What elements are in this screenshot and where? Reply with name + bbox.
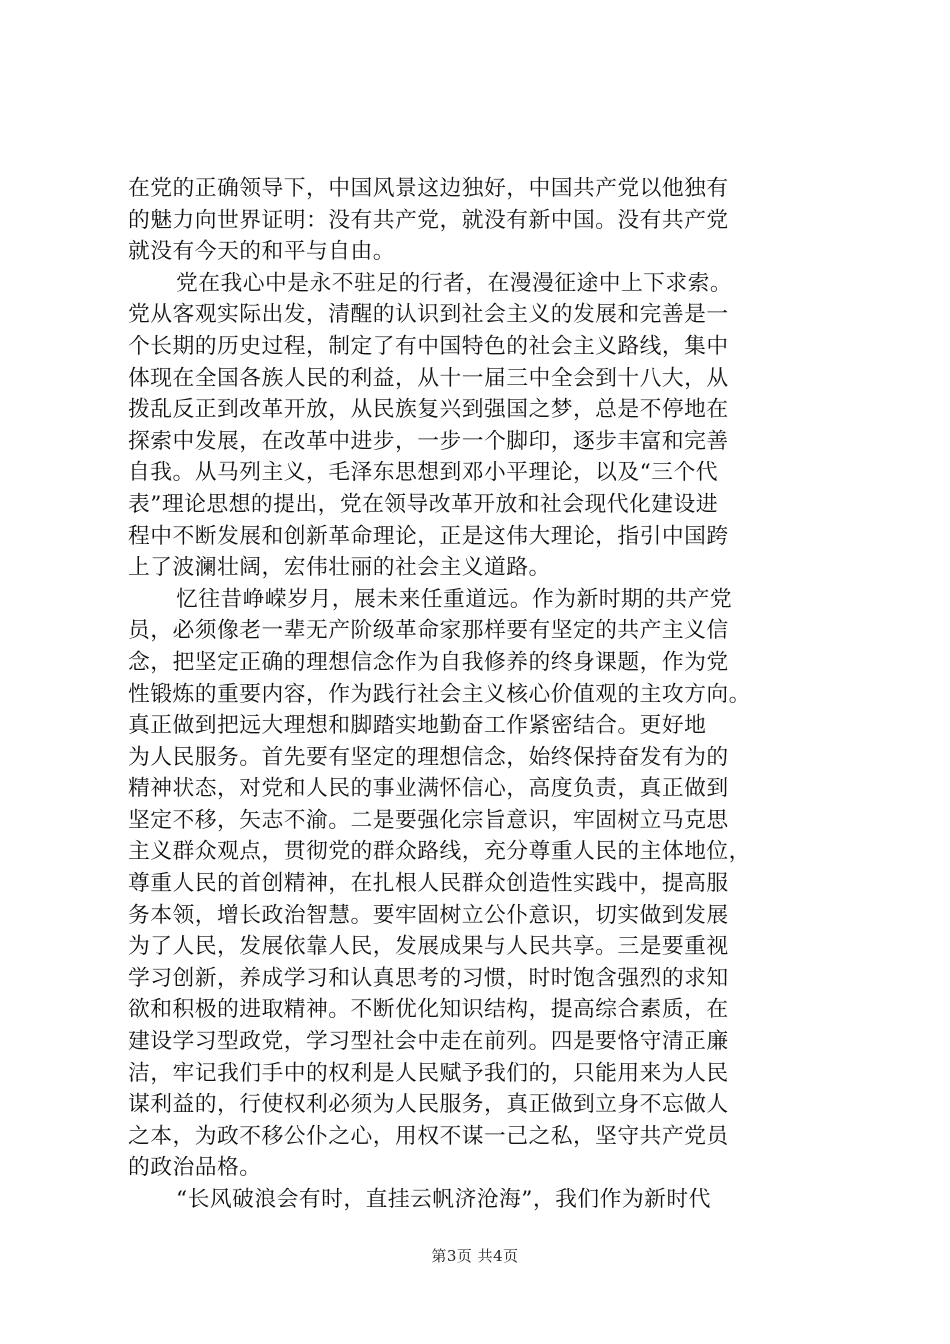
text-line: 真正做到把远大理想和脚踏实地勤奋工作紧密结合。更好地 <box>128 713 707 739</box>
text-line: 党在我心中是永不驻足的行者，在漫漫征途中上下求索。 <box>176 270 733 296</box>
text-line: 学习创新，养成学习和认真思考的习惯，时时饱含强烈的求知 <box>128 965 729 991</box>
text-line: 上了波澜壮阔，宏伟壮丽的社会主义道路。 <box>128 555 551 581</box>
text-line: 探索中发展，在改革中进步，一步一个脚印，逐步丰富和完善 <box>128 428 729 454</box>
text-line: “长风破浪会有时，直挂云帆济沧海”，我们作为新时代 <box>176 1187 711 1212</box>
text-line: 念，把坚定正确的理想信念作为自我修养的终身课题，作为党 <box>128 649 729 675</box>
text-line: 建设学习型政党，学习型社会中走在前列。四是要恪守清正廉 <box>128 1029 729 1055</box>
text-line: 拨乱反正到改革开放，从民族复兴到强国之梦，总是不停地在 <box>128 397 729 423</box>
text-line: 党从客观实际出发，清醒的认识到社会主义的发展和完善是一 <box>128 302 729 328</box>
text-line: 洁，牢记我们手中的权利是人民赋予我们的，只能用来为人民 <box>128 1060 729 1086</box>
text-line: 自我。从马列主义，毛泽东思想到邓小平理论，以及“三个代 <box>128 460 719 486</box>
document-body <box>128 173 848 1216</box>
text-line: 个长期的历史过程，制定了有中国特色的社会主义路线，集中 <box>128 333 729 359</box>
text-line: 谋利益的，行使权利必须为人民服务，真正做到立身不忘做人 <box>128 1092 729 1118</box>
text-line: 欲和积极的进取精神。不断优化知识结构，提高综合素质，在 <box>128 997 729 1023</box>
text-line: 为人民服务。首先要有坚定的理想信念，始终保持奋发有为的 <box>128 744 729 770</box>
text-line: 主义群众观点，贯彻党的群众路线，充分尊重人民的主体地位， <box>128 839 751 865</box>
text-line: 之本，为政不移公仆之心，用权不谋一己之私，坚守共产党员 <box>128 1123 729 1149</box>
text-line: 就没有今天的和平与自由。 <box>128 239 395 265</box>
text-line: 尊重人民的首创精神，在扎根人民群众创造性实践中，提高服 <box>128 871 729 897</box>
text-line: 坚定不移，矢志不渝。二是要强化宗旨意识，牢固树立马克思 <box>128 807 729 833</box>
text-line: 员，必须像老一辈无产阶级革命家那样要有坚定的共产主义信 <box>128 618 729 644</box>
text-line: 表”理论思想的提出，党在领导改革开放和社会现代化建设进 <box>128 491 719 517</box>
text-line: 性锻炼的重要内容，作为践行社会主义核心价值观的主攻方向。 <box>128 681 751 707</box>
text-line: 精神状态，对党和人民的事业满怀信心，高度负责，真正做到 <box>128 776 729 802</box>
page-footer: 第3页 共4页 <box>431 1247 519 1265</box>
text-line: 程中不断发展和创新革命理论，正是这伟大理论，指引中国跨 <box>128 523 729 549</box>
text-line: 忆往昔峥嵘岁月，展未来任重道远。作为新时期的共产党 <box>176 586 733 612</box>
text-line: 为了人民，发展依靠人民，发展成果与人民共享。三是要重视 <box>128 934 729 960</box>
text-line: 在党的正确领导下，中国风景这边独好，中国共产党以他独有 <box>128 176 729 201</box>
text-line: 的政治品格。 <box>128 1155 262 1181</box>
text-line: 务本领，增长政治智慧。要牢固树立公仆意识，切实做到发展 <box>128 902 729 928</box>
text-line: 体现在全国各族人民的利益，从十一届三中全会到十八大，从 <box>128 365 729 391</box>
text-line: 的魅力向世界证明：没有共产党，就没有新中国。没有共产党 <box>128 207 729 233</box>
